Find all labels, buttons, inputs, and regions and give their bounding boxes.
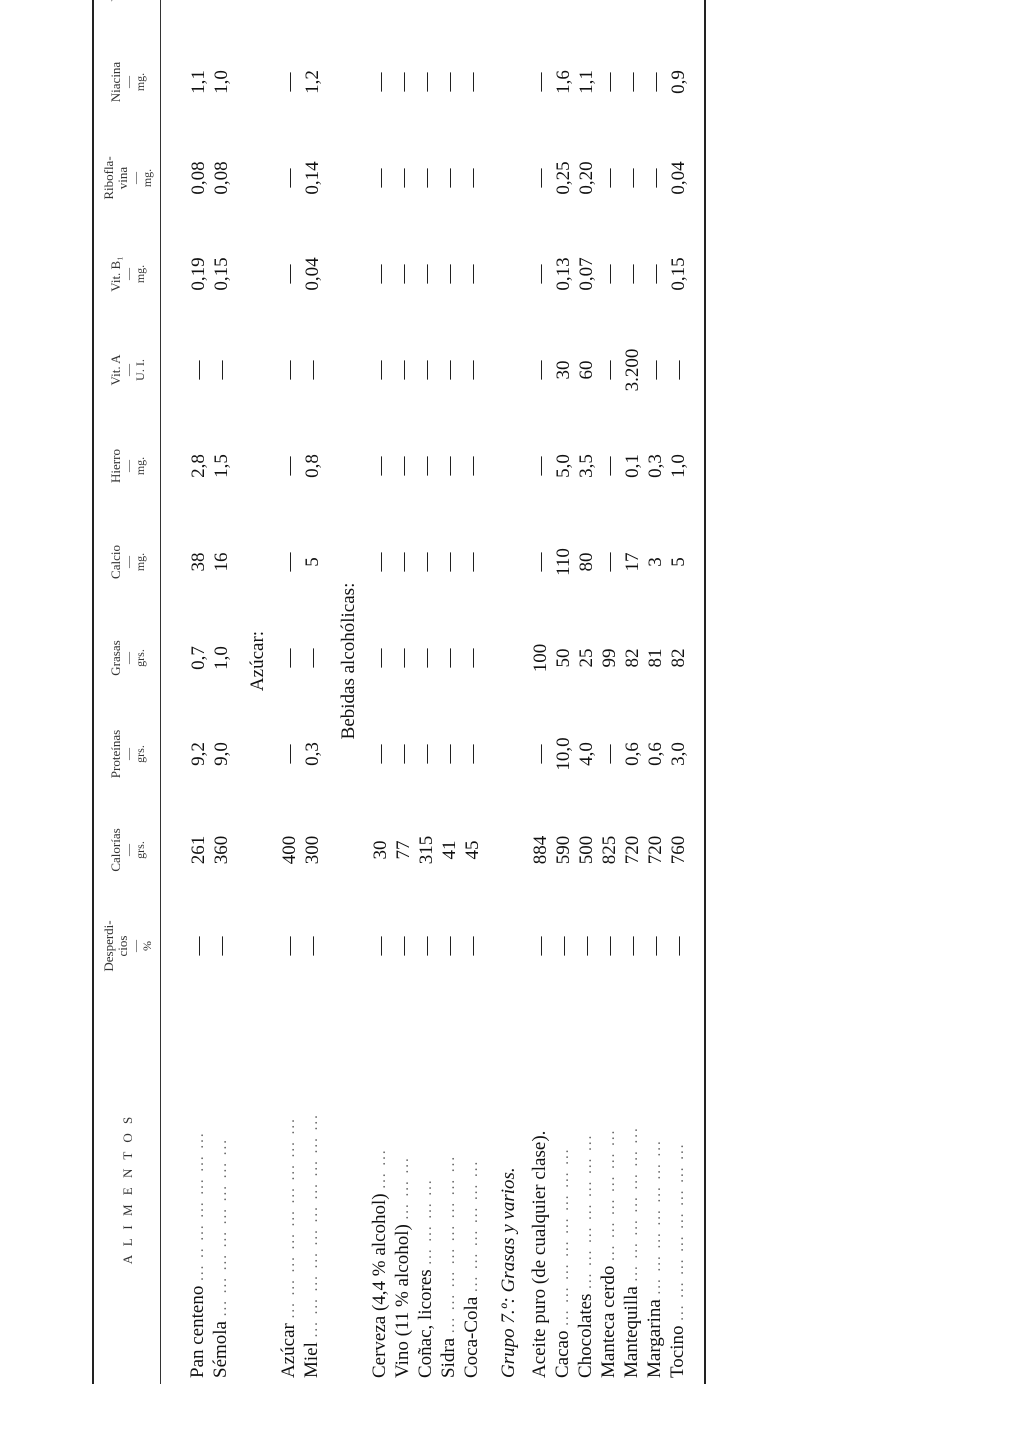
value-cell bbox=[529, 0, 552, 34]
value-cell: 25 bbox=[576, 648, 597, 668]
header-dash: — bbox=[121, 556, 135, 568]
value-cell bbox=[301, 0, 324, 34]
value-cell: 500 bbox=[576, 835, 597, 865]
value-cell: — bbox=[530, 552, 551, 572]
value-cell: — bbox=[622, 936, 643, 956]
value-cell: 16 bbox=[211, 552, 232, 572]
value-cell: 1,6 bbox=[553, 70, 574, 94]
food-name-cell bbox=[392, 994, 415, 1384]
table-row bbox=[529, 0, 552, 1384]
leader-dots: ... ... ... ... ... ... ... bbox=[625, 1126, 641, 1282]
value-cell: 1,0 bbox=[211, 70, 232, 94]
table-row bbox=[415, 0, 438, 1384]
column-unit: grs. bbox=[133, 649, 147, 667]
header-dash: — bbox=[121, 844, 135, 856]
value-cell: — bbox=[645, 360, 666, 380]
value-cell: 0,25 bbox=[553, 161, 574, 195]
column-label: Niacina bbox=[108, 61, 123, 103]
value-cell: — bbox=[370, 552, 391, 572]
value-cell bbox=[392, 0, 415, 34]
value-cell: — bbox=[599, 72, 620, 92]
column-header bbox=[93, 898, 161, 994]
header-dash: — bbox=[121, 652, 135, 664]
table-row bbox=[644, 0, 667, 1384]
value-cell: — bbox=[370, 648, 391, 668]
value-cell: — bbox=[645, 936, 666, 956]
value-cell: — bbox=[416, 744, 437, 764]
column-header bbox=[93, 226, 161, 322]
header-dash: — bbox=[121, 748, 135, 760]
food-name: Coñac, licores bbox=[415, 1269, 436, 1378]
value-cell: — bbox=[393, 552, 414, 572]
section-heading-row bbox=[324, 0, 369, 1384]
table-row bbox=[575, 0, 598, 1384]
column-label: Proteínas bbox=[108, 729, 123, 779]
value-cell: 0,08 bbox=[211, 161, 232, 195]
leader-dots: ... ... ... ... ... ... ... ... ... bbox=[282, 1117, 298, 1319]
value-cell: 3.200 bbox=[622, 348, 643, 392]
spacer-row bbox=[161, 0, 188, 1384]
value-cell: — bbox=[188, 936, 209, 956]
column-unit: grs. bbox=[133, 841, 147, 859]
value-cell: — bbox=[553, 936, 574, 956]
column-unit: mg. bbox=[133, 456, 147, 476]
column-label: Hierro bbox=[108, 449, 123, 483]
header-dash: — bbox=[121, 364, 135, 376]
value-cell: 0,08 bbox=[188, 161, 209, 195]
value-cell: 400 bbox=[279, 835, 300, 865]
value-cell bbox=[415, 0, 438, 34]
value-cell: — bbox=[439, 744, 460, 764]
value-cell: 3,0 bbox=[668, 742, 689, 766]
column-label: Calorías bbox=[108, 828, 123, 872]
table-row bbox=[187, 0, 210, 1384]
food-name-cell bbox=[369, 994, 392, 1384]
value-cell: — bbox=[530, 936, 551, 956]
value-cell bbox=[667, 0, 705, 34]
value-cell: — bbox=[370, 360, 391, 380]
value-cell: 4,0 bbox=[576, 742, 597, 766]
food-name: Margarina bbox=[644, 1299, 665, 1378]
value-cell: — bbox=[645, 264, 666, 284]
value-cell: 0,04 bbox=[668, 161, 689, 195]
value-cell: — bbox=[576, 936, 597, 956]
value-cell: — bbox=[530, 264, 551, 284]
column-unit: grs. bbox=[133, 745, 147, 763]
value-cell: 0,3 bbox=[302, 742, 323, 766]
value-cell: — bbox=[462, 360, 483, 380]
value-cell: — bbox=[462, 744, 483, 764]
value-cell: 825 bbox=[599, 835, 620, 865]
value-cell: 81 bbox=[645, 648, 666, 668]
value-cell: — bbox=[393, 648, 414, 668]
section-heading: Azúcar: bbox=[247, 630, 268, 692]
food-name: Chocolates bbox=[575, 1293, 596, 1378]
section-heading: Grupo 7.º: Grasas y varios. bbox=[498, 1167, 519, 1378]
column-header bbox=[93, 34, 161, 130]
value-cell bbox=[575, 0, 598, 34]
food-name-cell bbox=[598, 994, 621, 1384]
value-cell: 0,20 bbox=[576, 161, 597, 195]
leader-dots: ... ... ... ... ... ... ... ... bbox=[214, 1138, 230, 1317]
column-header bbox=[93, 514, 161, 610]
value-cell: — bbox=[599, 552, 620, 572]
value-cell bbox=[461, 0, 484, 34]
food-name-cell bbox=[210, 994, 233, 1384]
column-label: Ribofla- vina bbox=[101, 156, 130, 200]
value-cell: — bbox=[279, 168, 300, 188]
section-heading-row bbox=[233, 0, 278, 1384]
value-cell: — bbox=[211, 360, 232, 380]
value-cell: — bbox=[439, 552, 460, 572]
value-cell bbox=[438, 0, 461, 34]
food-name-cell bbox=[415, 994, 438, 1384]
section-heading: Bebidas alcohólicas: bbox=[338, 582, 359, 740]
leader-dots: ... ... ... ... ... ... ... ... bbox=[671, 1142, 687, 1321]
value-cell: 1,1 bbox=[576, 70, 597, 94]
value-cell: — bbox=[645, 72, 666, 92]
value-cell: 0,6 bbox=[645, 742, 666, 766]
value-cell: 1,1 bbox=[188, 70, 209, 94]
value-cell: 3,5 bbox=[576, 454, 597, 478]
value-cell: — bbox=[599, 168, 620, 188]
table-row bbox=[461, 0, 484, 1384]
value-cell: — bbox=[462, 552, 483, 572]
value-cell: — bbox=[668, 360, 689, 380]
table-body bbox=[161, 0, 706, 1384]
value-cell: — bbox=[599, 264, 620, 284]
value-cell: 300 bbox=[302, 835, 323, 865]
value-cell: — bbox=[279, 360, 300, 380]
value-cell: — bbox=[188, 360, 209, 380]
table-row bbox=[621, 0, 644, 1384]
value-cell: — bbox=[416, 264, 437, 284]
food-name: Aceite puro (de cualquier clase). bbox=[529, 1130, 550, 1378]
leader-dots: ... ... ... ... ... ... ... ... bbox=[556, 1147, 572, 1326]
value-cell: — bbox=[439, 936, 460, 956]
value-cell: — bbox=[279, 744, 300, 764]
table-row bbox=[301, 0, 324, 1384]
column-label: Vit. A bbox=[108, 354, 123, 386]
header-dash: — bbox=[121, 268, 135, 280]
header-dash: — bbox=[121, 76, 135, 88]
value-cell: 100 bbox=[530, 643, 551, 673]
value-cell: — bbox=[530, 456, 551, 476]
table-bottom-rule bbox=[705, 0, 712, 1384]
food-name: Vino (11 % alcohol) bbox=[392, 1224, 413, 1378]
value-cell: 5,0 bbox=[553, 454, 574, 478]
value-cell: — bbox=[462, 72, 483, 92]
column-unit: % bbox=[140, 941, 154, 951]
column-header bbox=[93, 610, 161, 706]
value-cell: 10,0 bbox=[553, 737, 574, 771]
table-row bbox=[438, 0, 461, 1384]
food-name-cell bbox=[621, 994, 644, 1384]
value-cell: — bbox=[599, 456, 620, 476]
table-row bbox=[667, 0, 705, 1384]
column-header-alimentos: A L I M E N T O S bbox=[93, 994, 161, 1384]
spacer-cell bbox=[161, 0, 188, 1384]
value-cell: 0,07 bbox=[576, 257, 597, 291]
value-cell: — bbox=[416, 648, 437, 668]
value-cell bbox=[552, 0, 575, 34]
leader-dots: ... ... ... ... bbox=[419, 1178, 435, 1265]
value-cell: — bbox=[393, 360, 414, 380]
value-cell: — bbox=[302, 648, 323, 668]
value-cell bbox=[369, 0, 392, 34]
food-name: Azúcar bbox=[278, 1323, 299, 1378]
value-cell: 82 bbox=[668, 648, 689, 668]
column-label bbox=[108, 0, 123, 2]
value-cell: 60 bbox=[576, 360, 597, 380]
value-cell bbox=[644, 0, 667, 34]
value-cell: — bbox=[279, 648, 300, 668]
value-cell: 5 bbox=[302, 557, 323, 567]
value-cell: 3 bbox=[645, 557, 666, 567]
value-cell: 110 bbox=[553, 548, 574, 576]
value-cell: 0,9 bbox=[668, 70, 689, 94]
column-label: Calcio bbox=[108, 545, 123, 579]
value-cell: 0,04 bbox=[302, 257, 323, 291]
value-cell: — bbox=[416, 168, 437, 188]
value-cell: 45 bbox=[462, 840, 483, 860]
food-name: Pan centeno bbox=[187, 1285, 208, 1378]
leader-dots: ... .. ... ... ... ... ... bbox=[191, 1131, 207, 1281]
column-header bbox=[93, 0, 161, 34]
food-name: Sémola bbox=[210, 1321, 231, 1378]
value-cell: 17 bbox=[622, 552, 643, 572]
header-dash: — bbox=[128, 940, 142, 952]
value-cell: 82 bbox=[622, 648, 643, 668]
value-cell: — bbox=[370, 456, 391, 476]
value-cell: — bbox=[530, 72, 551, 92]
column-unit: mg. bbox=[133, 72, 147, 92]
value-cell: — bbox=[462, 936, 483, 956]
value-cell: — bbox=[462, 264, 483, 284]
value-cell: — bbox=[462, 648, 483, 668]
value-cell: — bbox=[393, 936, 414, 956]
value-cell: — bbox=[462, 168, 483, 188]
column-label: Desperdi- cios bbox=[101, 920, 130, 972]
value-cell: — bbox=[416, 456, 437, 476]
food-name: Coca-Cola bbox=[461, 1296, 482, 1378]
food-name: Miel bbox=[301, 1342, 322, 1378]
value-cell: — bbox=[279, 264, 300, 284]
table-row bbox=[392, 0, 415, 1384]
value-cell: — bbox=[302, 360, 323, 380]
column-unit: mg. bbox=[133, 552, 147, 572]
value-cell: 884 bbox=[530, 835, 551, 865]
value-cell: — bbox=[530, 168, 551, 188]
food-name-cell bbox=[575, 994, 598, 1384]
value-cell: — bbox=[370, 168, 391, 188]
value-cell: 720 bbox=[645, 835, 666, 865]
column-label: Grasas bbox=[108, 640, 123, 676]
food-name: Cacao bbox=[552, 1330, 573, 1378]
leader-dots: ... ... ... bbox=[396, 1156, 412, 1220]
value-cell: 0,6 bbox=[622, 742, 643, 766]
leader-dots: ... ... ... ... ... ... ... ... bbox=[442, 1154, 458, 1334]
column-label: Vit. B₁ bbox=[108, 256, 123, 292]
food-name: Cerveza (4,4 % alcohol) bbox=[369, 1193, 390, 1378]
value-cell: — bbox=[393, 72, 414, 92]
value-cell: 9,0 bbox=[211, 742, 232, 766]
food-name-cell bbox=[461, 994, 484, 1384]
header-dash bbox=[123, 0, 133, 32]
food-name: Tocino bbox=[667, 1325, 688, 1378]
section-heading-row bbox=[484, 0, 529, 1384]
food-name: Mantequilla bbox=[621, 1286, 642, 1378]
header-dash: — bbox=[128, 172, 142, 184]
value-cell: — bbox=[370, 264, 391, 284]
value-cell: — bbox=[599, 936, 620, 956]
value-cell: — bbox=[645, 168, 666, 188]
value-cell: — bbox=[393, 264, 414, 284]
leader-dots: ... ... ... ... ... ... bbox=[602, 1128, 618, 1261]
value-cell: 9,2 bbox=[188, 742, 209, 766]
value-cell: 80 bbox=[576, 552, 597, 572]
value-cell: — bbox=[599, 360, 620, 380]
value-cell: 30 bbox=[553, 360, 574, 380]
value-cell: 0,3 bbox=[645, 454, 666, 478]
value-cell: — bbox=[393, 456, 414, 476]
leader-dots: ... ... ... ... ... ... ... bbox=[648, 1139, 664, 1295]
value-cell: 30 bbox=[370, 840, 391, 860]
value-cell: — bbox=[462, 456, 483, 476]
value-cell: 760 bbox=[668, 835, 689, 865]
table-row bbox=[552, 0, 575, 1384]
value-cell: 1,5 bbox=[211, 454, 232, 478]
value-cell: — bbox=[622, 264, 643, 284]
value-cell: — bbox=[622, 72, 643, 92]
food-name-cell bbox=[644, 994, 667, 1384]
value-cell bbox=[210, 0, 233, 34]
food-name-cell bbox=[278, 994, 301, 1384]
value-cell: 41 bbox=[439, 840, 460, 860]
column-header bbox=[93, 802, 161, 898]
value-cell: 0,14 bbox=[302, 161, 323, 195]
table-row bbox=[598, 0, 621, 1384]
table-row bbox=[278, 0, 301, 1384]
value-cell: — bbox=[416, 552, 437, 572]
value-cell: 0,19 bbox=[188, 257, 209, 291]
value-cell: 0,1 bbox=[622, 454, 643, 478]
food-name-cell bbox=[438, 994, 461, 1384]
value-cell: 315 bbox=[416, 835, 437, 865]
value-cell: 0,7 bbox=[188, 646, 209, 670]
food-name: Sidra bbox=[438, 1337, 459, 1378]
column-unit: mg. bbox=[133, 264, 147, 284]
value-cell: — bbox=[370, 744, 391, 764]
value-cell: 590 bbox=[553, 835, 574, 865]
column-unit: U. I. bbox=[133, 359, 147, 381]
value-cell: — bbox=[416, 72, 437, 92]
value-cell: 1,0 bbox=[668, 454, 689, 478]
value-cell: 5 bbox=[668, 557, 689, 567]
food-name-cell bbox=[529, 994, 552, 1384]
column-unit bbox=[133, 0, 147, 32]
value-cell: 2,8 bbox=[188, 454, 209, 478]
value-cell bbox=[187, 0, 210, 34]
header-dash: — bbox=[121, 460, 135, 472]
value-cell: 77 bbox=[393, 840, 414, 860]
value-cell: — bbox=[279, 72, 300, 92]
value-cell: 0,15 bbox=[211, 257, 232, 291]
leader-dots: ... ... ... ... ... ... bbox=[465, 1159, 481, 1292]
value-cell: — bbox=[279, 552, 300, 572]
value-cell: — bbox=[439, 648, 460, 668]
value-cell: — bbox=[668, 936, 689, 956]
leader-dots: ... ... ... ... ... ... ... ... ... ... bbox=[305, 1113, 321, 1338]
table-header-row bbox=[93, 0, 161, 1384]
value-cell: — bbox=[211, 936, 232, 956]
value-cell: 99 bbox=[599, 648, 620, 668]
value-cell: 50 bbox=[553, 648, 574, 668]
column-header bbox=[93, 130, 161, 226]
value-cell: 1,0 bbox=[211, 646, 232, 670]
rotated-nutrition-table bbox=[92, 34, 812, 1384]
leader-dots: ... ... bbox=[373, 1148, 389, 1189]
value-cell: — bbox=[370, 936, 391, 956]
value-cell: — bbox=[302, 936, 323, 956]
value-cell: — bbox=[416, 360, 437, 380]
value-cell: — bbox=[439, 360, 460, 380]
value-cell: — bbox=[599, 744, 620, 764]
value-cell: 261 bbox=[188, 835, 209, 865]
value-cell: — bbox=[393, 744, 414, 764]
value-cell: — bbox=[279, 936, 300, 956]
value-cell: — bbox=[439, 72, 460, 92]
food-name-cell bbox=[187, 994, 210, 1384]
value-cell: 0,13 bbox=[553, 257, 574, 291]
value-cell: 0,8 bbox=[302, 454, 323, 478]
value-cell: — bbox=[439, 456, 460, 476]
value-cell: — bbox=[530, 360, 551, 380]
value-cell: — bbox=[530, 744, 551, 764]
value-cell bbox=[598, 0, 621, 34]
value-cell: — bbox=[279, 456, 300, 476]
column-header bbox=[93, 706, 161, 802]
food-name: Manteca cerdo bbox=[598, 1265, 619, 1378]
value-cell bbox=[278, 0, 301, 34]
value-cell: 0,15 bbox=[668, 257, 689, 291]
food-name-cell bbox=[301, 994, 324, 1384]
value-cell: — bbox=[622, 168, 643, 188]
nutrition-table bbox=[92, 0, 712, 1384]
leader-dots: ... ... ... ... ... ... ... bbox=[579, 1133, 595, 1289]
value-cell: — bbox=[370, 72, 391, 92]
value-cell: — bbox=[439, 264, 460, 284]
column-header bbox=[93, 418, 161, 514]
value-cell: 360 bbox=[211, 835, 232, 865]
food-name-cell bbox=[667, 994, 705, 1384]
value-cell: — bbox=[416, 936, 437, 956]
food-name-cell bbox=[552, 994, 575, 1384]
bottom-rule bbox=[705, 0, 712, 1384]
table-row bbox=[210, 0, 233, 1384]
value-cell: — bbox=[393, 168, 414, 188]
value-cell: 1,2 bbox=[302, 70, 323, 94]
column-header bbox=[93, 322, 161, 418]
value-cell: 720 bbox=[622, 835, 643, 865]
value-cell: 38 bbox=[188, 552, 209, 572]
value-cell: — bbox=[439, 168, 460, 188]
value-cell bbox=[621, 0, 644, 34]
column-unit: mg. bbox=[140, 168, 154, 188]
table-row bbox=[369, 0, 392, 1384]
